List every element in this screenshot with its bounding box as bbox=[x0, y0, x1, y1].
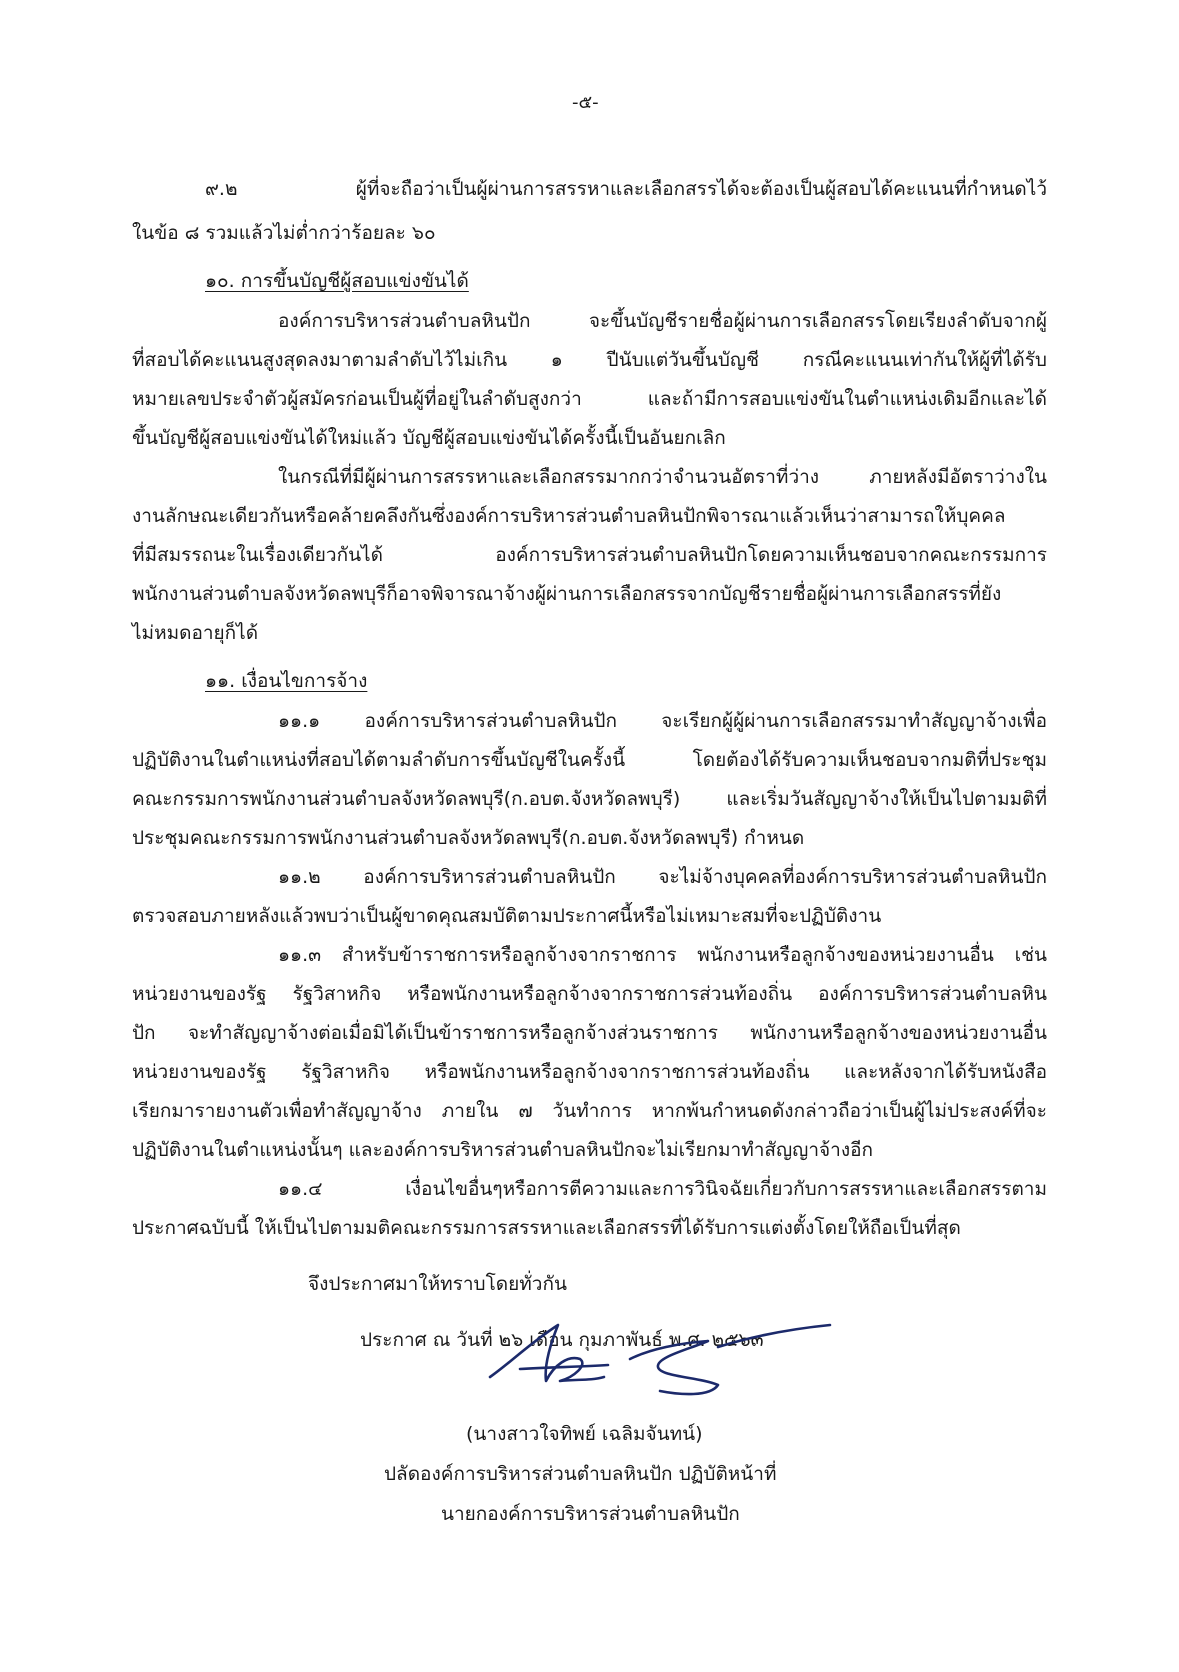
section-11-1-line-4: ประชุมคณะกรรมการพนักงานส่วนตำบลจังหวัดลพบุรี(ก.อบต.จังหวัดลพบุรี) กำหนด bbox=[132, 827, 805, 849]
section-11-1-line-3: คณะกรรมการพนักงานส่วนตำบลจังหวัดลพบุรี(ก.อบต.จังหวัดลพบุรี) และเริ่มวันสัญญาจ้างให้เป็นไปตามมติที่ bbox=[132, 788, 1047, 810]
section-10-p1-line-3: หมายเลขประจำตัวผู้สมัครก่อนเป็นผู้ที่อยู่ในลำดับสูงกว่า และถ้ามีการสอบแข่งขันในตำแหน่งเดิมอีกและได้ bbox=[132, 388, 1047, 410]
section-11-1-line-1: ๑๑.๑ องค์การบริหารส่วนตำบลหินปัก จะเรียกผู้ผู้ผ่านการเลือกสรรมาทำสัญญาจ้างเพื่อ bbox=[278, 710, 1047, 732]
section-10-p2-line-3: ที่มีสมรรถนะในเรื่องเดียวกันได้ องค์การบริหารส่วนตำบลหินปักโดยความเห็นชอบจากคณะกรรมการ bbox=[132, 544, 1047, 566]
page-number: -๕- bbox=[572, 92, 599, 113]
signer-title-2: นายกองค์การบริหารส่วนตำบลหินปัก bbox=[441, 1503, 740, 1525]
section-10-p1-line-1: องค์การบริหารส่วนตำบลหินปัก จะขึ้นบัญชีรายชื่อผู้ผ่านการเลือกสรรโดยเรียงลำดับจากผู้ bbox=[278, 310, 1047, 332]
section-10-p2-line-5: ไม่หมดอายุก็ได้ bbox=[132, 622, 259, 644]
signer-name: (นางสาวใจทิพย์ เฉลิมจันทน์) bbox=[466, 1423, 703, 1445]
section-11-2-line-2: ตรวจสอบภายหลังแล้วพบว่าเป็นผู้ขาดคุณสมบัติตามประกาศนี้หรือไม่เหมาะสมที่จะปฏิบัติงาน bbox=[132, 905, 882, 927]
section-11-3-line-1: ๑๑.๓ สำหรับข้าราชการหรือลูกจ้างจากราชการ พนักงานหรือลูกจ้างของหน่วยงานอื่น เช่น bbox=[278, 944, 1047, 966]
section-10-p2-line-4: พนักงานส่วนตำบลจังหวัดลพบุรีก็อาจพิจารณาจ้างผู้ผ่านการเลือกสรรจากบัญชีรายชื่อผู้ผ่านการเลือกสรรที่ยัง bbox=[132, 583, 1002, 605]
section-11-3-line-3: ปัก จะทำสัญญาจ้างต่อเมื่อมิได้เป็นข้าราชการหรือลูกจ้างส่วนราชการ พนักงานหรือลูกจ้างของหน่วยงานอื่น bbox=[132, 1022, 1047, 1044]
section-11-3-line-5: เรียกมารายงานตัวเพื่อทำสัญญาจ้าง ภายใน ๗ วันทำการ หากพ้นกำหนดดังกล่าวถือว่าเป็นผู้ไม่ประสงค์ที่จะ bbox=[132, 1100, 1047, 1122]
section-11-heading: ๑๑. เงื่อนไขการจ้าง bbox=[205, 670, 368, 692]
section-9-2-line-1: ๙.๒ ผู้ที่จะถือว่าเป็นผู้ผ่านการสรรหาและเลือกสรรได้จะต้องเป็นผู้สอบได้คะแนนที่กำหนดไว้ bbox=[205, 178, 1047, 200]
section-11-3-line-4: หน่วยงานของรัฐ รัฐวิสาหกิจ หรือพนักงานหรือลูกจ้างจากราชการส่วนท้องถิ่น และหลังจากได้รับหนังสือ bbox=[132, 1061, 1047, 1083]
section-10-heading: ๑๐. การขึ้นบัญชีผู้สอบแข่งขันได้ bbox=[205, 270, 469, 292]
section-10-p1-line-4: ขึ้นบัญชีผู้สอบแข่งขันได้ใหม่แล้ว บัญชีผู้สอบแข่งขันได้ครั้งนี้เป็นอันยกเลิก bbox=[132, 427, 726, 449]
section-11-2-line-1: ๑๑.๒ องค์การบริหารส่วนตำบลหินปัก จะไม่จ้างบุคคลที่องค์การบริหารส่วนตำบลหินปัก bbox=[278, 866, 1047, 888]
closing-statement: จึงประกาศมาให้ทราบโดยทั่วกัน bbox=[308, 1273, 567, 1295]
section-11-1-line-2: ปฏิบัติงานในตำแหน่งที่สอบได้ตามลำดับการขึ้นบัญชีในครั้งนี้ โดยต้องได้รับความเห็นชอบจากมติที่ประชุม bbox=[132, 749, 1047, 771]
section-11-3-line-2: หน่วยงานของรัฐ รัฐวิสาหกิจ หรือพนักงานหรือลูกจ้างจากราชการส่วนท้องถิ่น องค์การบริหารส่วนตำบลหิน bbox=[132, 983, 1047, 1005]
announcement-date: ประกาศ ณ วันที่ ๒๖ เดือน กุมภาพันธ์ พ.ศ. ๒๕๖๓ bbox=[360, 1329, 764, 1351]
section-10-p1-line-2: ที่สอบได้คะแนนสูงสุดลงมาตามลำดับไว้ไม่เกิน ๑ ปีนับแต่วันขึ้นบัญชี กรณีคะแนนเท่ากันให้ผู้ที่ได้รับ bbox=[132, 349, 1047, 371]
signer-title-1: ปลัดองค์การบริหารส่วนตำบลหินปัก ปฏิบัติหน้าที่ bbox=[384, 1463, 777, 1485]
section-9-2-line-2: ในข้อ ๘ รวมแล้วไม่ต่ำกว่าร้อยละ ๖๐ bbox=[132, 222, 436, 244]
section-10-p2-line-1: ในกรณีที่มีผู้ผ่านการสรรหาและเลือกสรรมากกว่าจำนวนอัตราที่ว่าง ภายหลังมีอัตราว่างใน bbox=[278, 466, 1047, 488]
section-11-3-line-6: ปฏิบัติงานในตำแหน่งนั้นๆ และองค์การบริหารส่วนตำบลหินปักจะไม่เรียกมาทำสัญญาจ้างอีก bbox=[132, 1139, 874, 1161]
section-11-4-line-2: ประกาศฉบับนี้ ให้เป็นไปตามมติคณะกรรมการสรรหาและเลือกสรรที่ได้รับการแต่งตั้งโดยให้ถือเป็นที่สุด bbox=[132, 1217, 961, 1239]
section-10-p2-line-2: งานลักษณะเดียวกันหรือคล้ายคลึงกันซึ่งองค์การบริหารส่วนตำบลหินปักพิจารณาแล้วเห็นว่าสามารถให้บุคคล bbox=[132, 505, 1006, 527]
section-11-4-line-1: ๑๑.๔ เงื่อนไขอื่นๆหรือการตีความและการวินิจฉัยเกี่ยวกับการสรรหาและเลือกสรรตาม bbox=[278, 1178, 1047, 1200]
handwritten-signature bbox=[480, 1315, 840, 1405]
